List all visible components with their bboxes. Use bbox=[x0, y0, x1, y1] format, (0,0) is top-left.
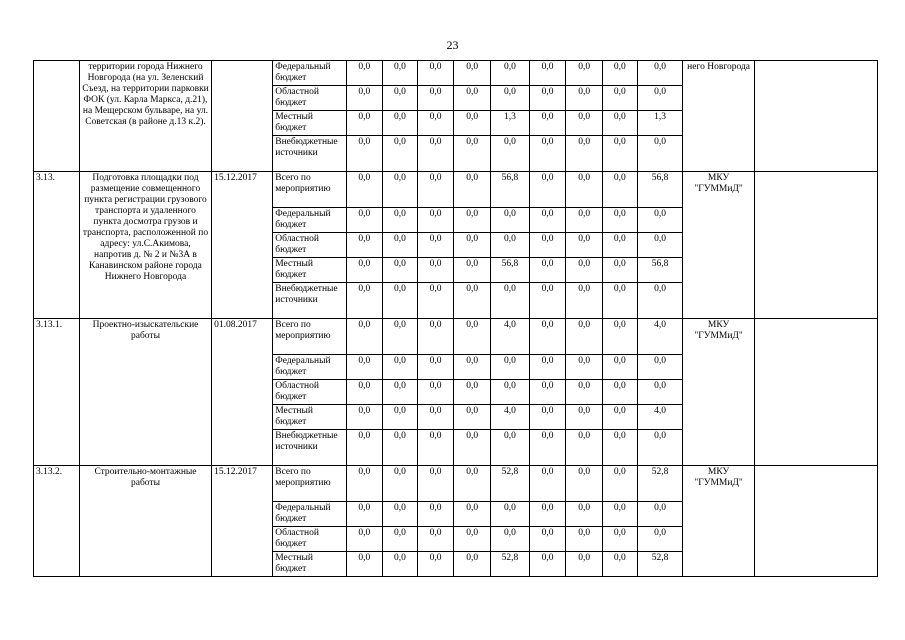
value-cell: 0,0 bbox=[454, 405, 491, 430]
funding-source: Федеральный бюджет bbox=[273, 355, 346, 380]
value-cell: 1,3 bbox=[491, 111, 530, 136]
value-cell: 0,0 bbox=[491, 430, 530, 466]
value-cell: 0,0 bbox=[566, 355, 603, 380]
item-date bbox=[212, 61, 273, 172]
value-cell: 4,0 bbox=[491, 405, 530, 430]
item-number: 3.13. bbox=[34, 172, 80, 319]
value-cell: 0,0 bbox=[383, 283, 418, 319]
empty-cell bbox=[754, 172, 877, 319]
value-cell: 0,0 bbox=[566, 208, 603, 233]
value-cell: 52,8 bbox=[491, 552, 530, 577]
value-cell: 0,0 bbox=[603, 111, 638, 136]
value-cell: 0,0 bbox=[603, 502, 638, 527]
empty-cell bbox=[754, 466, 877, 577]
value-cell: 0,0 bbox=[454, 61, 491, 86]
value-cell: 0,0 bbox=[417, 380, 454, 405]
value-cell: 0,0 bbox=[417, 61, 454, 86]
value-cell: 0,0 bbox=[637, 430, 683, 466]
value-cell: 0,0 bbox=[346, 258, 383, 283]
value-cell: 0,0 bbox=[417, 233, 454, 258]
value-cell: 0,0 bbox=[566, 430, 603, 466]
item-number bbox=[34, 61, 80, 172]
value-cell: 0,0 bbox=[566, 380, 603, 405]
value-cell: 0,0 bbox=[417, 283, 454, 319]
value-cell: 0,0 bbox=[566, 172, 603, 208]
value-cell: 0,0 bbox=[491, 61, 530, 86]
value-cell: 0,0 bbox=[529, 405, 566, 430]
item-title: территории города Нижнего Новгорода (на ул. Зеленский Съезд, на территории парковки ФОК (ул. Карла Маркса, д.21), на Мещерском бульваре, на ул. Советская (в районе д.13 к.2). bbox=[79, 61, 211, 172]
value-cell: 0,0 bbox=[383, 502, 418, 527]
value-cell: 56,8 bbox=[637, 258, 683, 283]
value-cell: 0,0 bbox=[603, 86, 638, 111]
value-cell: 0,0 bbox=[603, 527, 638, 552]
value-cell: 52,8 bbox=[491, 466, 530, 502]
value-cell: 0,0 bbox=[454, 355, 491, 380]
value-cell: 0,0 bbox=[346, 466, 383, 502]
value-cell: 0,0 bbox=[603, 430, 638, 466]
value-cell: 0,0 bbox=[637, 502, 683, 527]
value-cell: 0,0 bbox=[383, 136, 418, 172]
item-executor: него Новгорода bbox=[683, 61, 754, 172]
funding-source: Областной бюджет bbox=[273, 527, 346, 552]
value-cell: 0,0 bbox=[417, 552, 454, 577]
value-cell: 0,0 bbox=[603, 355, 638, 380]
value-cell: 0,0 bbox=[566, 258, 603, 283]
value-cell: 0,0 bbox=[637, 233, 683, 258]
item-number: 3.13.1. bbox=[34, 319, 80, 466]
value-cell: 0,0 bbox=[346, 136, 383, 172]
funding-source: Внебюджетные источники bbox=[273, 136, 346, 172]
value-cell: 0,0 bbox=[454, 380, 491, 405]
value-cell: 0,0 bbox=[417, 319, 454, 355]
value-cell: 0,0 bbox=[529, 430, 566, 466]
funding-source: Всего по мероприятию bbox=[273, 319, 346, 355]
value-cell: 0,0 bbox=[346, 319, 383, 355]
value-cell: 0,0 bbox=[491, 355, 530, 380]
item-date: 15.12.2017 bbox=[212, 466, 273, 577]
item-number: 3.13.2. bbox=[34, 466, 80, 577]
value-cell: 0,0 bbox=[346, 380, 383, 405]
value-cell: 0,0 bbox=[383, 86, 418, 111]
value-cell: 0,0 bbox=[417, 405, 454, 430]
value-cell: 0,0 bbox=[637, 86, 683, 111]
value-cell: 0,0 bbox=[417, 258, 454, 283]
value-cell: 0,0 bbox=[417, 136, 454, 172]
value-cell: 1,3 bbox=[637, 111, 683, 136]
value-cell: 0,0 bbox=[529, 527, 566, 552]
value-cell: 0,0 bbox=[346, 405, 383, 430]
value-cell: 52,8 bbox=[637, 552, 683, 577]
value-cell: 0,0 bbox=[454, 527, 491, 552]
value-cell: 0,0 bbox=[637, 61, 683, 86]
value-cell: 0,0 bbox=[454, 466, 491, 502]
value-cell: 0,0 bbox=[566, 527, 603, 552]
value-cell: 0,0 bbox=[566, 552, 603, 577]
value-cell: 0,0 bbox=[346, 527, 383, 552]
value-cell: 0,0 bbox=[529, 283, 566, 319]
value-cell: 0,0 bbox=[529, 552, 566, 577]
table-row bbox=[34, 319, 878, 355]
value-cell: 0,0 bbox=[603, 61, 638, 86]
item-title: Подготовка площадки под размещение совмещенного пункта регистрации грузового транспорта и удаленного пункта досмотра грузов и транспорта, расположенной по адресу: ул.С.Акимова, напротив д. № 2 и №3А в Канавинском районе города Нижнего Новгорода bbox=[79, 172, 211, 319]
funding-source: Областной бюджет bbox=[273, 86, 346, 111]
value-cell: 0,0 bbox=[417, 355, 454, 380]
value-cell: 0,0 bbox=[417, 86, 454, 111]
value-cell: 0,0 bbox=[383, 61, 418, 86]
value-cell: 56,8 bbox=[637, 172, 683, 208]
program-table bbox=[33, 60, 878, 577]
page-number: 23 bbox=[446, 38, 459, 52]
value-cell: 0,0 bbox=[637, 380, 683, 405]
value-cell: 0,0 bbox=[529, 233, 566, 258]
value-cell: 0,0 bbox=[346, 355, 383, 380]
value-cell: 0,0 bbox=[637, 355, 683, 380]
value-cell: 0,0 bbox=[383, 208, 418, 233]
item-date: 15.12.2017 bbox=[212, 172, 273, 319]
value-cell: 0,0 bbox=[529, 136, 566, 172]
value-cell: 0,0 bbox=[529, 111, 566, 136]
value-cell: 0,0 bbox=[346, 208, 383, 233]
value-cell: 0,0 bbox=[491, 136, 530, 172]
value-cell: 0,0 bbox=[454, 502, 491, 527]
table-row bbox=[34, 172, 878, 208]
value-cell: 0,0 bbox=[346, 430, 383, 466]
value-cell: 0,0 bbox=[491, 502, 530, 527]
value-cell: 0,0 bbox=[529, 355, 566, 380]
value-cell: 0,0 bbox=[417, 502, 454, 527]
value-cell: 0,0 bbox=[383, 258, 418, 283]
value-cell: 56,8 bbox=[491, 172, 530, 208]
item-title: Строительно-монтажные работы bbox=[79, 466, 211, 577]
value-cell: 4,0 bbox=[637, 319, 683, 355]
item-date: 01.08.2017 bbox=[212, 319, 273, 466]
value-cell: 0,0 bbox=[491, 527, 530, 552]
value-cell: 0,0 bbox=[454, 283, 491, 319]
value-cell: 0,0 bbox=[529, 466, 566, 502]
value-cell: 0,0 bbox=[603, 233, 638, 258]
value-cell: 0,0 bbox=[566, 405, 603, 430]
value-cell: 0,0 bbox=[566, 86, 603, 111]
value-cell: 0,0 bbox=[491, 380, 530, 405]
value-cell: 0,0 bbox=[566, 466, 603, 502]
value-cell: 0,0 bbox=[417, 466, 454, 502]
value-cell: 0,0 bbox=[603, 172, 638, 208]
value-cell: 0,0 bbox=[346, 233, 383, 258]
value-cell: 52,8 bbox=[637, 466, 683, 502]
value-cell: 0,0 bbox=[491, 208, 530, 233]
funding-source: Местный бюджет bbox=[273, 552, 346, 577]
value-cell: 0,0 bbox=[454, 86, 491, 111]
value-cell: 0,0 bbox=[454, 111, 491, 136]
value-cell: 0,0 bbox=[566, 502, 603, 527]
value-cell: 0,0 bbox=[383, 111, 418, 136]
value-cell: 0,0 bbox=[491, 86, 530, 111]
value-cell: 0,0 bbox=[383, 405, 418, 430]
funding-source: Местный бюджет bbox=[273, 258, 346, 283]
empty-cell bbox=[754, 319, 877, 466]
value-cell: 0,0 bbox=[529, 86, 566, 111]
item-executor: МКУ "ГУММиД" bbox=[683, 319, 754, 466]
value-cell: 0,0 bbox=[417, 172, 454, 208]
funding-source: Федеральный бюджет bbox=[273, 61, 346, 86]
value-cell: 0,0 bbox=[383, 319, 418, 355]
value-cell: 0,0 bbox=[454, 172, 491, 208]
value-cell: 0,0 bbox=[417, 111, 454, 136]
value-cell: 0,0 bbox=[637, 283, 683, 319]
funding-source: Всего по мероприятию bbox=[273, 466, 346, 502]
value-cell: 0,0 bbox=[603, 466, 638, 502]
value-cell: 0,0 bbox=[346, 111, 383, 136]
value-cell: 0,0 bbox=[383, 552, 418, 577]
value-cell: 0,0 bbox=[566, 283, 603, 319]
value-cell: 0,0 bbox=[417, 208, 454, 233]
value-cell: 0,0 bbox=[383, 430, 418, 466]
value-cell: 0,0 bbox=[417, 430, 454, 466]
table-body bbox=[34, 61, 878, 577]
empty-cell bbox=[754, 61, 877, 172]
funding-source: Федеральный бюджет bbox=[273, 502, 346, 527]
value-cell: 0,0 bbox=[637, 208, 683, 233]
table-row bbox=[34, 466, 878, 502]
value-cell: 0,0 bbox=[529, 380, 566, 405]
value-cell: 0,0 bbox=[383, 380, 418, 405]
funding-source: Внебюджетные источники bbox=[273, 283, 346, 319]
funding-source: Всего по мероприятию bbox=[273, 172, 346, 208]
value-cell: 0,0 bbox=[346, 172, 383, 208]
value-cell: 0,0 bbox=[603, 283, 638, 319]
item-executor: МКУ "ГУММиД" bbox=[683, 172, 754, 319]
value-cell: 0,0 bbox=[454, 552, 491, 577]
value-cell: 0,0 bbox=[603, 380, 638, 405]
table-row bbox=[34, 61, 878, 86]
value-cell: 0,0 bbox=[603, 208, 638, 233]
value-cell: 0,0 bbox=[383, 527, 418, 552]
value-cell: 0,0 bbox=[529, 258, 566, 283]
value-cell: 0,0 bbox=[566, 111, 603, 136]
funding-source: Областной бюджет bbox=[273, 380, 346, 405]
value-cell: 0,0 bbox=[603, 136, 638, 172]
value-cell: 0,0 bbox=[566, 136, 603, 172]
value-cell: 0,0 bbox=[454, 258, 491, 283]
value-cell: 0,0 bbox=[529, 61, 566, 86]
value-cell: 0,0 bbox=[603, 405, 638, 430]
value-cell: 0,0 bbox=[603, 319, 638, 355]
value-cell: 0,0 bbox=[383, 355, 418, 380]
item-executor: МКУ "ГУММиД" bbox=[683, 466, 754, 577]
value-cell: 0,0 bbox=[566, 233, 603, 258]
value-cell: 0,0 bbox=[454, 233, 491, 258]
value-cell: 0,0 bbox=[529, 208, 566, 233]
value-cell: 0,0 bbox=[346, 86, 383, 111]
value-cell: 0,0 bbox=[383, 172, 418, 208]
value-cell: 0,0 bbox=[529, 319, 566, 355]
value-cell: 0,0 bbox=[637, 527, 683, 552]
value-cell: 56,8 bbox=[491, 258, 530, 283]
value-cell: 0,0 bbox=[637, 136, 683, 172]
funding-source: Внебюджетные источники bbox=[273, 430, 346, 466]
value-cell: 0,0 bbox=[491, 233, 530, 258]
funding-source: Местный бюджет bbox=[273, 405, 346, 430]
value-cell: 0,0 bbox=[454, 136, 491, 172]
value-cell: 4,0 bbox=[637, 405, 683, 430]
value-cell: 0,0 bbox=[529, 172, 566, 208]
value-cell: 0,0 bbox=[346, 283, 383, 319]
value-cell: 0,0 bbox=[383, 466, 418, 502]
value-cell: 0,0 bbox=[346, 502, 383, 527]
value-cell: 0,0 bbox=[346, 61, 383, 86]
value-cell: 0,0 bbox=[454, 319, 491, 355]
value-cell: 0,0 bbox=[454, 208, 491, 233]
funding-source: Федеральный бюджет bbox=[273, 208, 346, 233]
value-cell: 0,0 bbox=[603, 258, 638, 283]
funding-source: Областной бюджет bbox=[273, 233, 346, 258]
funding-source: Местный бюджет bbox=[273, 111, 346, 136]
value-cell: 0,0 bbox=[346, 552, 383, 577]
value-cell: 0,0 bbox=[529, 502, 566, 527]
value-cell: 4,0 bbox=[491, 319, 530, 355]
value-cell: 0,0 bbox=[417, 527, 454, 552]
value-cell: 0,0 bbox=[603, 552, 638, 577]
value-cell: 0,0 bbox=[454, 430, 491, 466]
item-title: Проектно-изыскательские работы bbox=[79, 319, 211, 466]
value-cell: 0,0 bbox=[383, 233, 418, 258]
value-cell: 0,0 bbox=[566, 61, 603, 86]
value-cell: 0,0 bbox=[566, 319, 603, 355]
value-cell: 0,0 bbox=[491, 283, 530, 319]
